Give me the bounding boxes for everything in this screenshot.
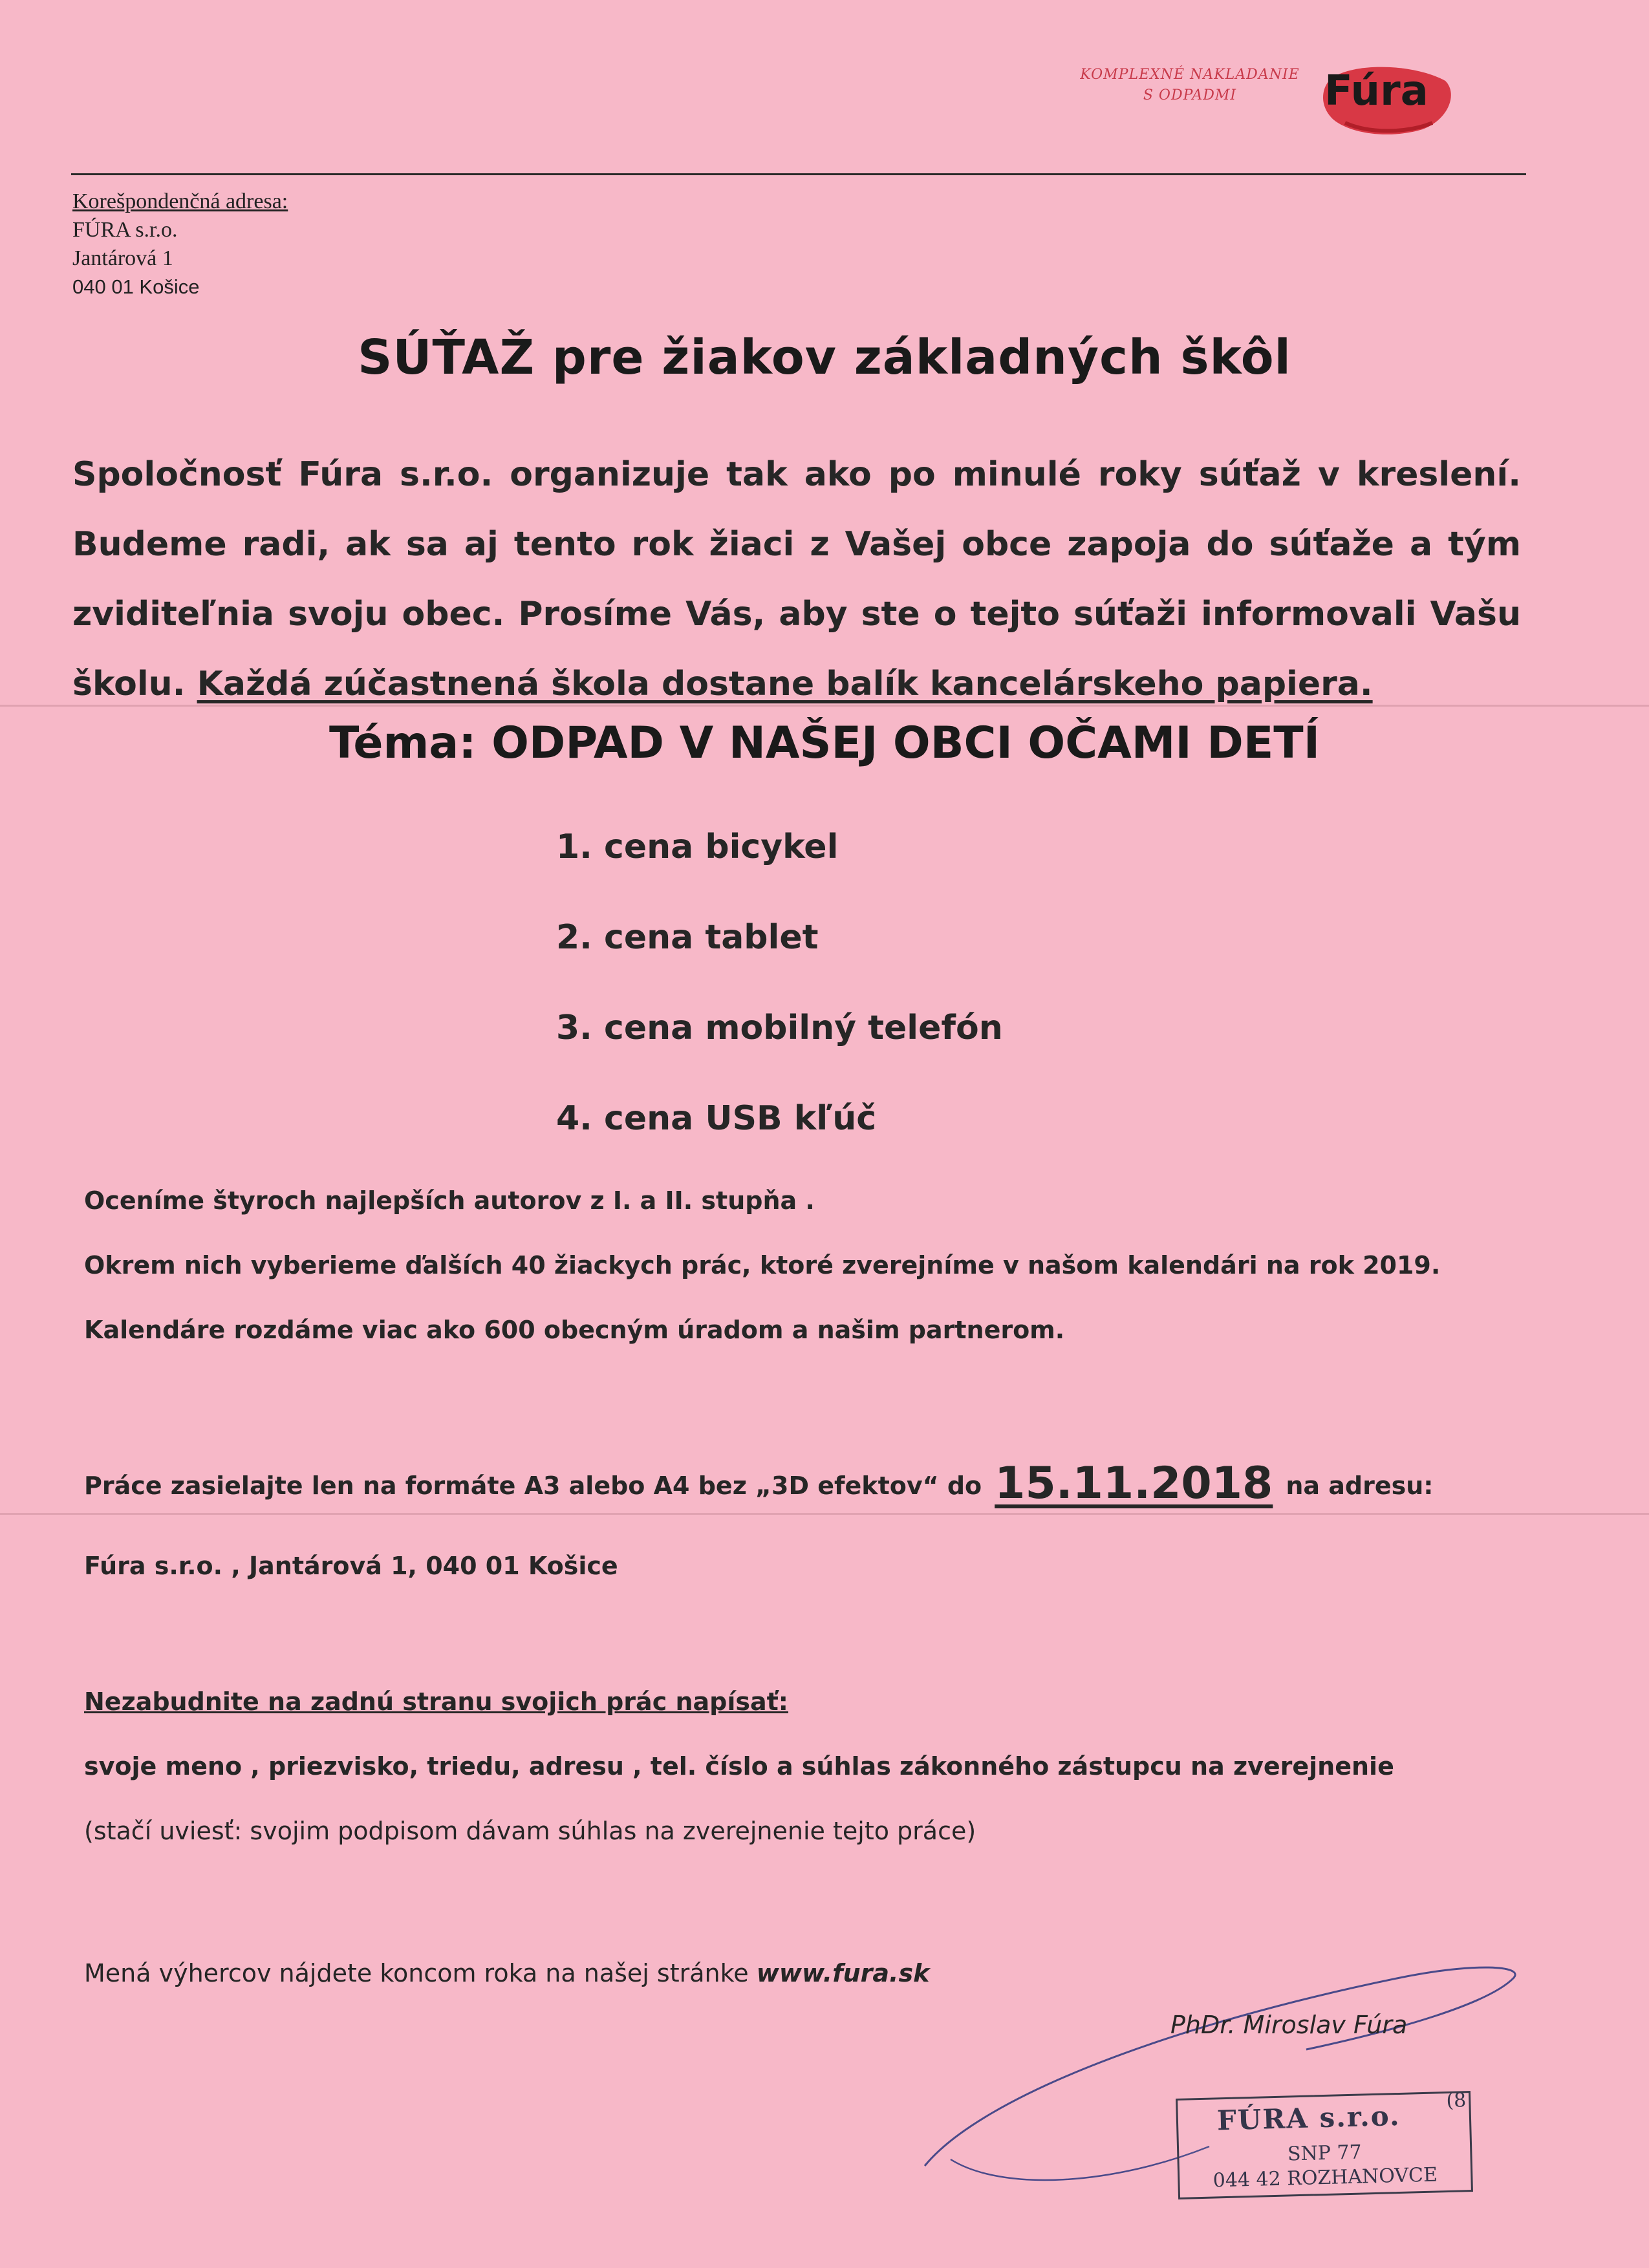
intro-text: Spoločnosť Fúra s.r.o. organizuje tak ako po minulé roky súťaž v kreslení. Budeme radi, ak sa aj tento rok žiaci z Vašej obce zapoja do súťaže a tým zviditeľnia svoju obec. Prosíme Vás, aby ste o tejto súťaži informovali Vašu školu.: [72, 455, 1521, 703]
info-line: Oceníme štyroch najlepších autorov z I. a II. stupňa .: [84, 1186, 815, 1215]
fura-logo: [1319, 58, 1455, 136]
prize-item: 2. cena tablet: [556, 918, 819, 957]
info-line: Kalendáre rozdáme viac ako 600 obecným úradom a našim partnerom.: [84, 1316, 1065, 1344]
signatory-name: PhDr. Miroslav Fúra: [1170, 2011, 1408, 2039]
stamp-street: SNP 77: [1287, 2141, 1363, 2166]
header-divider: [71, 173, 1526, 175]
page-title: SÚŤAŽ pre žiakov základných škôl: [358, 330, 1291, 385]
company-stamp: [1176, 2091, 1473, 2199]
theme-heading: Téma: ODPAD V NAŠEJ OBCI OČAMI DETÍ: [329, 718, 1320, 769]
tagline-line: S ODPADMI: [1143, 87, 1237, 103]
deadline-date: 15.11.2018: [995, 1458, 1273, 1509]
tagline-line: KOMPLEXNÉ NAKLADANIE: [1080, 67, 1300, 83]
winners-text: Mená výhercov nájdete koncom roka na našej stránke: [84, 1959, 749, 1987]
note-line: svoje meno , priezvisko, triedu, adresu , tel. číslo a súhlas zákonného zástupcu na zverejnenie: [84, 1752, 1394, 1781]
note-heading: Nezabudnite na zadnú stranu svojich prác napísať:: [84, 1687, 788, 1716]
deadline-prefix: Práce zasielajte len na formáte A3 alebo A4 bez „3D efektov“ do: [84, 1471, 982, 1500]
deadline-line: [84, 1458, 1433, 1509]
address-street: Jantárová 1: [72, 246, 173, 270]
logo-text: Fúra: [1324, 67, 1428, 115]
winners-line: [84, 1959, 929, 1987]
address-company: FÚRA s.r.o.: [72, 218, 178, 242]
logo-tagline: [1073, 65, 1306, 106]
prize-item: 3. cena mobilný telefón: [556, 1009, 1003, 1047]
stamp-city: 044 42 ROZHANOVCE: [1212, 2163, 1438, 2192]
stamp-company: FÚRA s.r.o.: [1216, 2099, 1401, 2137]
intro-paragraph: [72, 440, 1521, 719]
paper-fold: [0, 1513, 1649, 1515]
address-city: 040 01 Košice: [72, 275, 200, 298]
deadline-suffix: na adresu:: [1286, 1471, 1434, 1500]
note-line: (stačí uviesť: svojim podpisom dávam súhlas na zverejnenie tejto práce): [84, 1817, 976, 1845]
info-line: Okrem nich vyberieme ďalších 40 žiackych prác, ktoré zverejníme v našom kalendári na rok 2019.: [84, 1251, 1441, 1279]
website-link[interactable]: www.fura.sk: [756, 1959, 930, 1987]
prize-list: [556, 821, 1003, 1183]
intro-underlined: Každá zúčastnená škola dostane balík kancelárskeho papiera.: [197, 665, 1373, 703]
prize-item: 1. cena bicykel: [556, 828, 839, 866]
mailing-address: Fúra s.r.o. , Jantárová 1, 040 01 Košice: [84, 1552, 618, 1580]
stamp-number: (8: [1446, 2089, 1467, 2113]
address-heading: Korešpondenčná adresa:: [72, 189, 288, 213]
prize-item: 4. cena USB kľúč: [556, 1099, 877, 1138]
correspondence-address: [72, 187, 288, 301]
